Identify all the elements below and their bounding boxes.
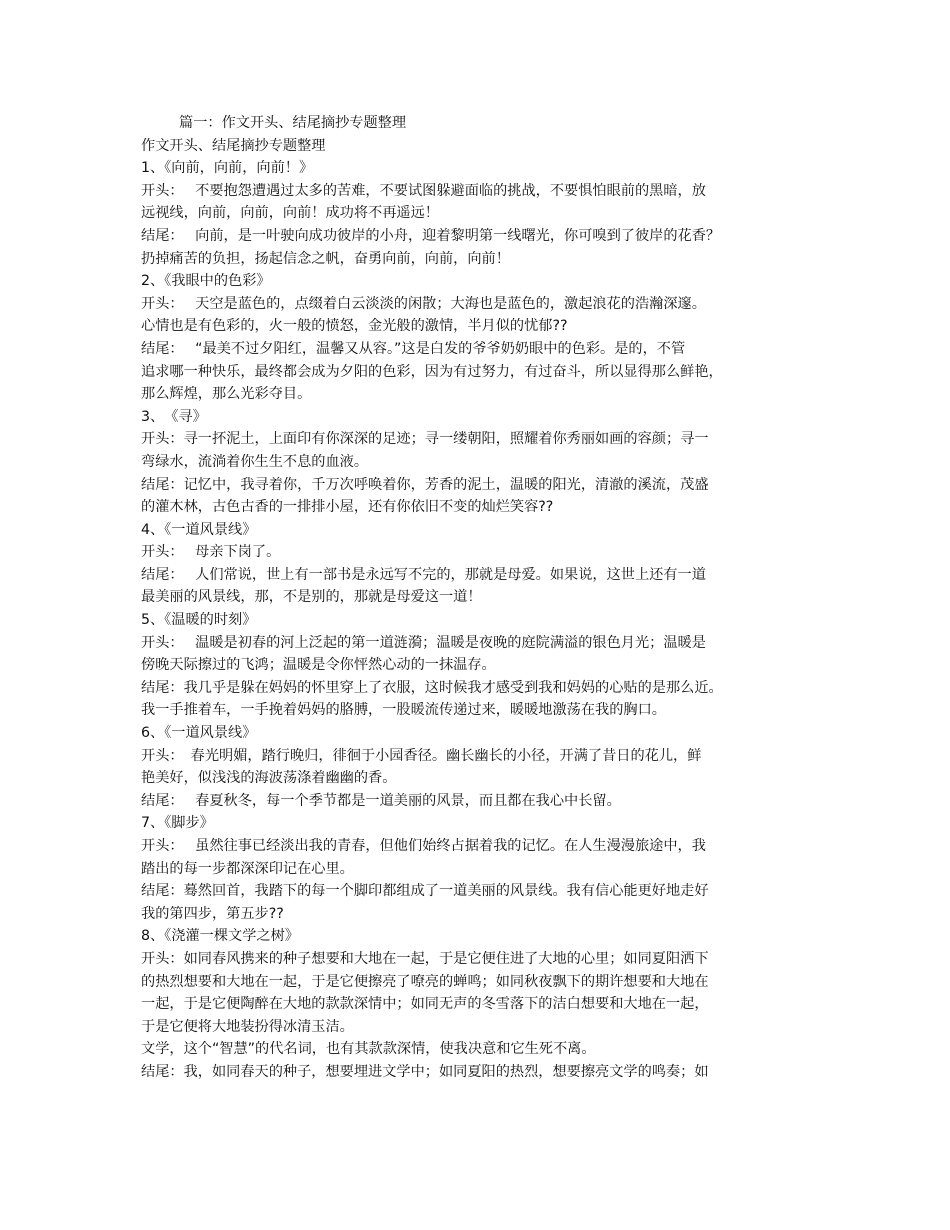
paragraph-line: 弯绿水，流淌着你生生不息的血液。 xyxy=(141,453,369,470)
document-body xyxy=(141,112,803,1084)
paragraph-line: 那么辉煌，那么光彩夺目。 xyxy=(141,386,312,403)
paragraph-line: 的灌木林，古色古香的一排排小屋，还有你依旧不变的灿烂笑容?? xyxy=(141,499,554,516)
paragraph-line: 结尾：记忆中，我寻着你，千万次呼唤着你，芳香的泥土，温暖的阳光，清澈的溪流，茂盛 xyxy=(141,476,709,493)
paragraph-line: 心情也是有色彩的，火一般的愤怒，金光般的激情，半月似的忧郁?? xyxy=(141,318,568,335)
paragraph-line: 开头： 虽然往事已经淡出我的青春，但他们始终占据着我的记忆。在人生漫漫旅途中，我 xyxy=(141,838,706,854)
paragraph-line: 结尾：蓦然回首，我踏下的每一个脚印都组成了一道美丽的风景线。我有信心能更好地走好 xyxy=(141,883,709,900)
paragraph-line: 开头：寻一抔泥土，上面印有你深深的足迹；寻一缕朝阳，照耀着你秀丽如画的容颜；寻一 xyxy=(141,431,709,448)
paragraph-line: 开头： 温暖是初春的河上泛起的第一道涟漪；温暖是夜晚的庭院满溢的银色月光；温暖是 xyxy=(141,634,706,651)
paragraph-line: 结尾：我几乎是躲在妈妈的怀里穿上了衣服，这时候我才感受到我和妈妈的心贴的是那么近。 xyxy=(141,679,723,696)
paragraph-line: 结尾： “最美不过夕阳红，温馨又从容。”这是白发的爷爷奶奶眼中的色彩。是的，不管 xyxy=(141,340,686,357)
paragraph-line: 我一手推着车，一手挽着妈妈的胳膊，一股暖流传递过来，暖暖地激荡在我的胸口。 xyxy=(141,702,666,719)
document-title: 篇一：作文开头、结尾摘抄专题整理 xyxy=(179,115,407,131)
paragraph-line: 一起，于是它便陶醉在大地的款款深情中；如同无声的冬雪落下的洁白想要和大地在一起， xyxy=(141,996,709,1013)
paragraph-line: 文学，这个“智慧”的代名词，也有其款款深情，使我决意和它生死不离。 xyxy=(141,1041,596,1058)
item-heading-4: 4、《一道风景线》 xyxy=(141,521,257,538)
item-heading-2: 2、《我眼中的色彩》 xyxy=(141,273,271,290)
paragraph-line: 开头：如同春风携来的种子想要和大地在一起，于是它便住进了大地的心里；如同夏阳洒下 xyxy=(141,950,709,967)
paragraph-line: 傍晚天际擦过的飞鸿；温暖是令你怦然心动的一抹温存。 xyxy=(141,657,496,674)
paragraph-line: 于是它便将大地装扮得冰清玉洁。 xyxy=(141,1018,354,1035)
paragraph-line: 艳美好，似浅浅的海波荡涤着幽幽的香。 xyxy=(141,770,397,787)
paragraph-line: 结尾： 向前，是一叶驶向成功彼岸的小舟，迎着黎明第一线曙光，你可嗅到了彼岸的花香？ xyxy=(141,227,721,244)
item-heading-7: 7、《脚步》 xyxy=(141,815,214,832)
paragraph-line: 结尾： 人们常说，世上有一部书是永远写不完的，那就是母爱。如果说，这世上还有一道 xyxy=(141,566,706,583)
paragraph-line: 追求哪一种快乐，最终都会成为夕阳的色彩，因为有过努力，有过奋斗，所以显得那么鲜艳， xyxy=(141,363,723,380)
item-heading-1: 1、《向前，向前，向前！》 xyxy=(141,160,314,177)
paragraph-line: 结尾： 春夏秋冬，每一个季节都是一道美丽的风景，而且都在我心中长留。 xyxy=(141,792,621,809)
paragraph-line: 开头： 不要抱怨遭遇过太多的苦难，不要试图躲避面临的挑战，不要惧怕眼前的黑暗，放 xyxy=(141,182,706,199)
item-heading-8: 8、《浇灌一棵文学之树》 xyxy=(141,928,299,945)
item-heading-5: 5、《温暖的时刻》 xyxy=(141,612,257,629)
paragraph-line: 扔掉痛苦的负担，扬起信念之帆，奋勇向前，向前，向前！ xyxy=(141,250,510,267)
paragraph-line: 开头： 春光明媚，踏行晚归，徘徊于小园香径。幽长幽长的小径，开满了昔日的花儿，鲜 xyxy=(141,747,702,764)
section-heading: 作文开头、结尾摘抄专题整理 xyxy=(141,137,326,154)
paragraph-line: 的热烈想要和大地在一起，于是它便擦亮了嘹亮的蝉鸣；如同秋夜飘下的期许想要和大地在 xyxy=(141,973,709,990)
item-heading-3: 3、 《寻》 xyxy=(141,408,207,425)
paragraph-line: 开头： 母亲下岗了。 xyxy=(141,544,281,561)
paragraph-line: 踏出的每一步都深深印记在心里。 xyxy=(141,860,354,877)
paragraph-line: 结尾：我，如同春天的种子，想要埋进文学中；如同夏阳的热烈，想要擦亮文学的鸣奏；如 xyxy=(141,1063,709,1080)
paragraph-line: 最美丽的风景线，那，不是别的，那就是母爱这一道！ xyxy=(141,589,482,606)
item-heading-6: 6、《一道风景线》 xyxy=(141,725,257,742)
paragraph-line: 我的第四步，第五步?? xyxy=(141,905,284,922)
paragraph-line: 开头： 天空是蓝色的，点缀着白云淡淡的闲散；大海也是蓝色的，激起浪花的浩瀚深邃。 xyxy=(141,295,706,312)
paragraph-line: 远视线，向前，向前，向前！成功将不再遥远！ xyxy=(141,205,439,222)
